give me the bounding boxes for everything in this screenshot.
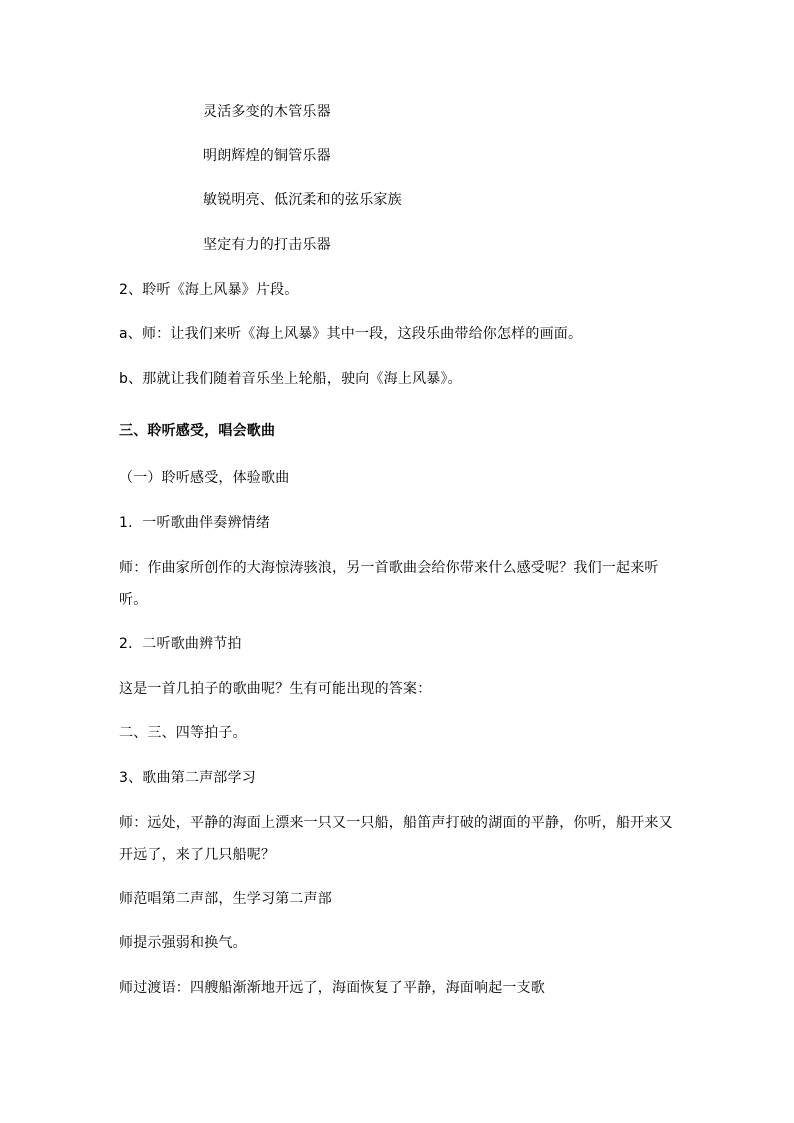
instrument-item-strings: 敏锐明亮、低沉柔和的弦乐家族 (203, 192, 402, 208)
instrument-item-woodwind: 灵活多变的木管乐器 (203, 104, 331, 120)
step-2-question: 这是一首几拍子的歌曲呢？生有可能出现的答案： (119, 681, 432, 697)
step-1-title: 1．一听歌曲伴奏辨情绪 (119, 515, 271, 531)
instrument-item-brass: 明朗辉煌的铜管乐器 (203, 148, 331, 164)
subsection-1-title: （一）聆听感受，体验歌曲 (119, 470, 290, 486)
step-2-answer: 二、三、四等拍子。 (119, 725, 247, 741)
step-3-paragraph: 师：远处，平静的海面上漂来一只又一只船，船笛声打破的湖面的平静，你听，船开来又开远了，来了几只船呢？ (119, 815, 673, 863)
step-1-paragraph: 师：作曲家所创作的大海惊涛骇浪，另一首歌曲会给你带来什么感受呢？我们一起来听听。 (119, 560, 659, 608)
step-3-title: 3、歌曲第二声部学习 (119, 770, 256, 786)
part-3-heading: 三、聆听感受，唱会歌曲 (119, 423, 276, 439)
transition-text: 师过渡语：四艘船渐渐地开远了，海面恢复了平静，海面响起一支歌 (119, 980, 545, 996)
section-2-point-a: a、师：让我们来听《海上风暴》其中一段，这段乐曲带给你怎样的画面。 (119, 326, 583, 342)
instrument-item-percussion: 坚定有力的打击乐器 (203, 237, 331, 253)
step-3-tip: 师提示强弱和换气。 (119, 935, 247, 951)
section-2-point-b: b、那就让我们随着音乐坐上轮船，驶向《海上风暴》。 (119, 371, 462, 387)
step-3-demo: 师范唱第二声部，生学习第二声部 (119, 891, 332, 907)
section-2-title: 2、聆听《海上风暴》片段。 (119, 282, 299, 298)
step-2-title: 2．二听歌曲辨节拍 (119, 636, 242, 652)
